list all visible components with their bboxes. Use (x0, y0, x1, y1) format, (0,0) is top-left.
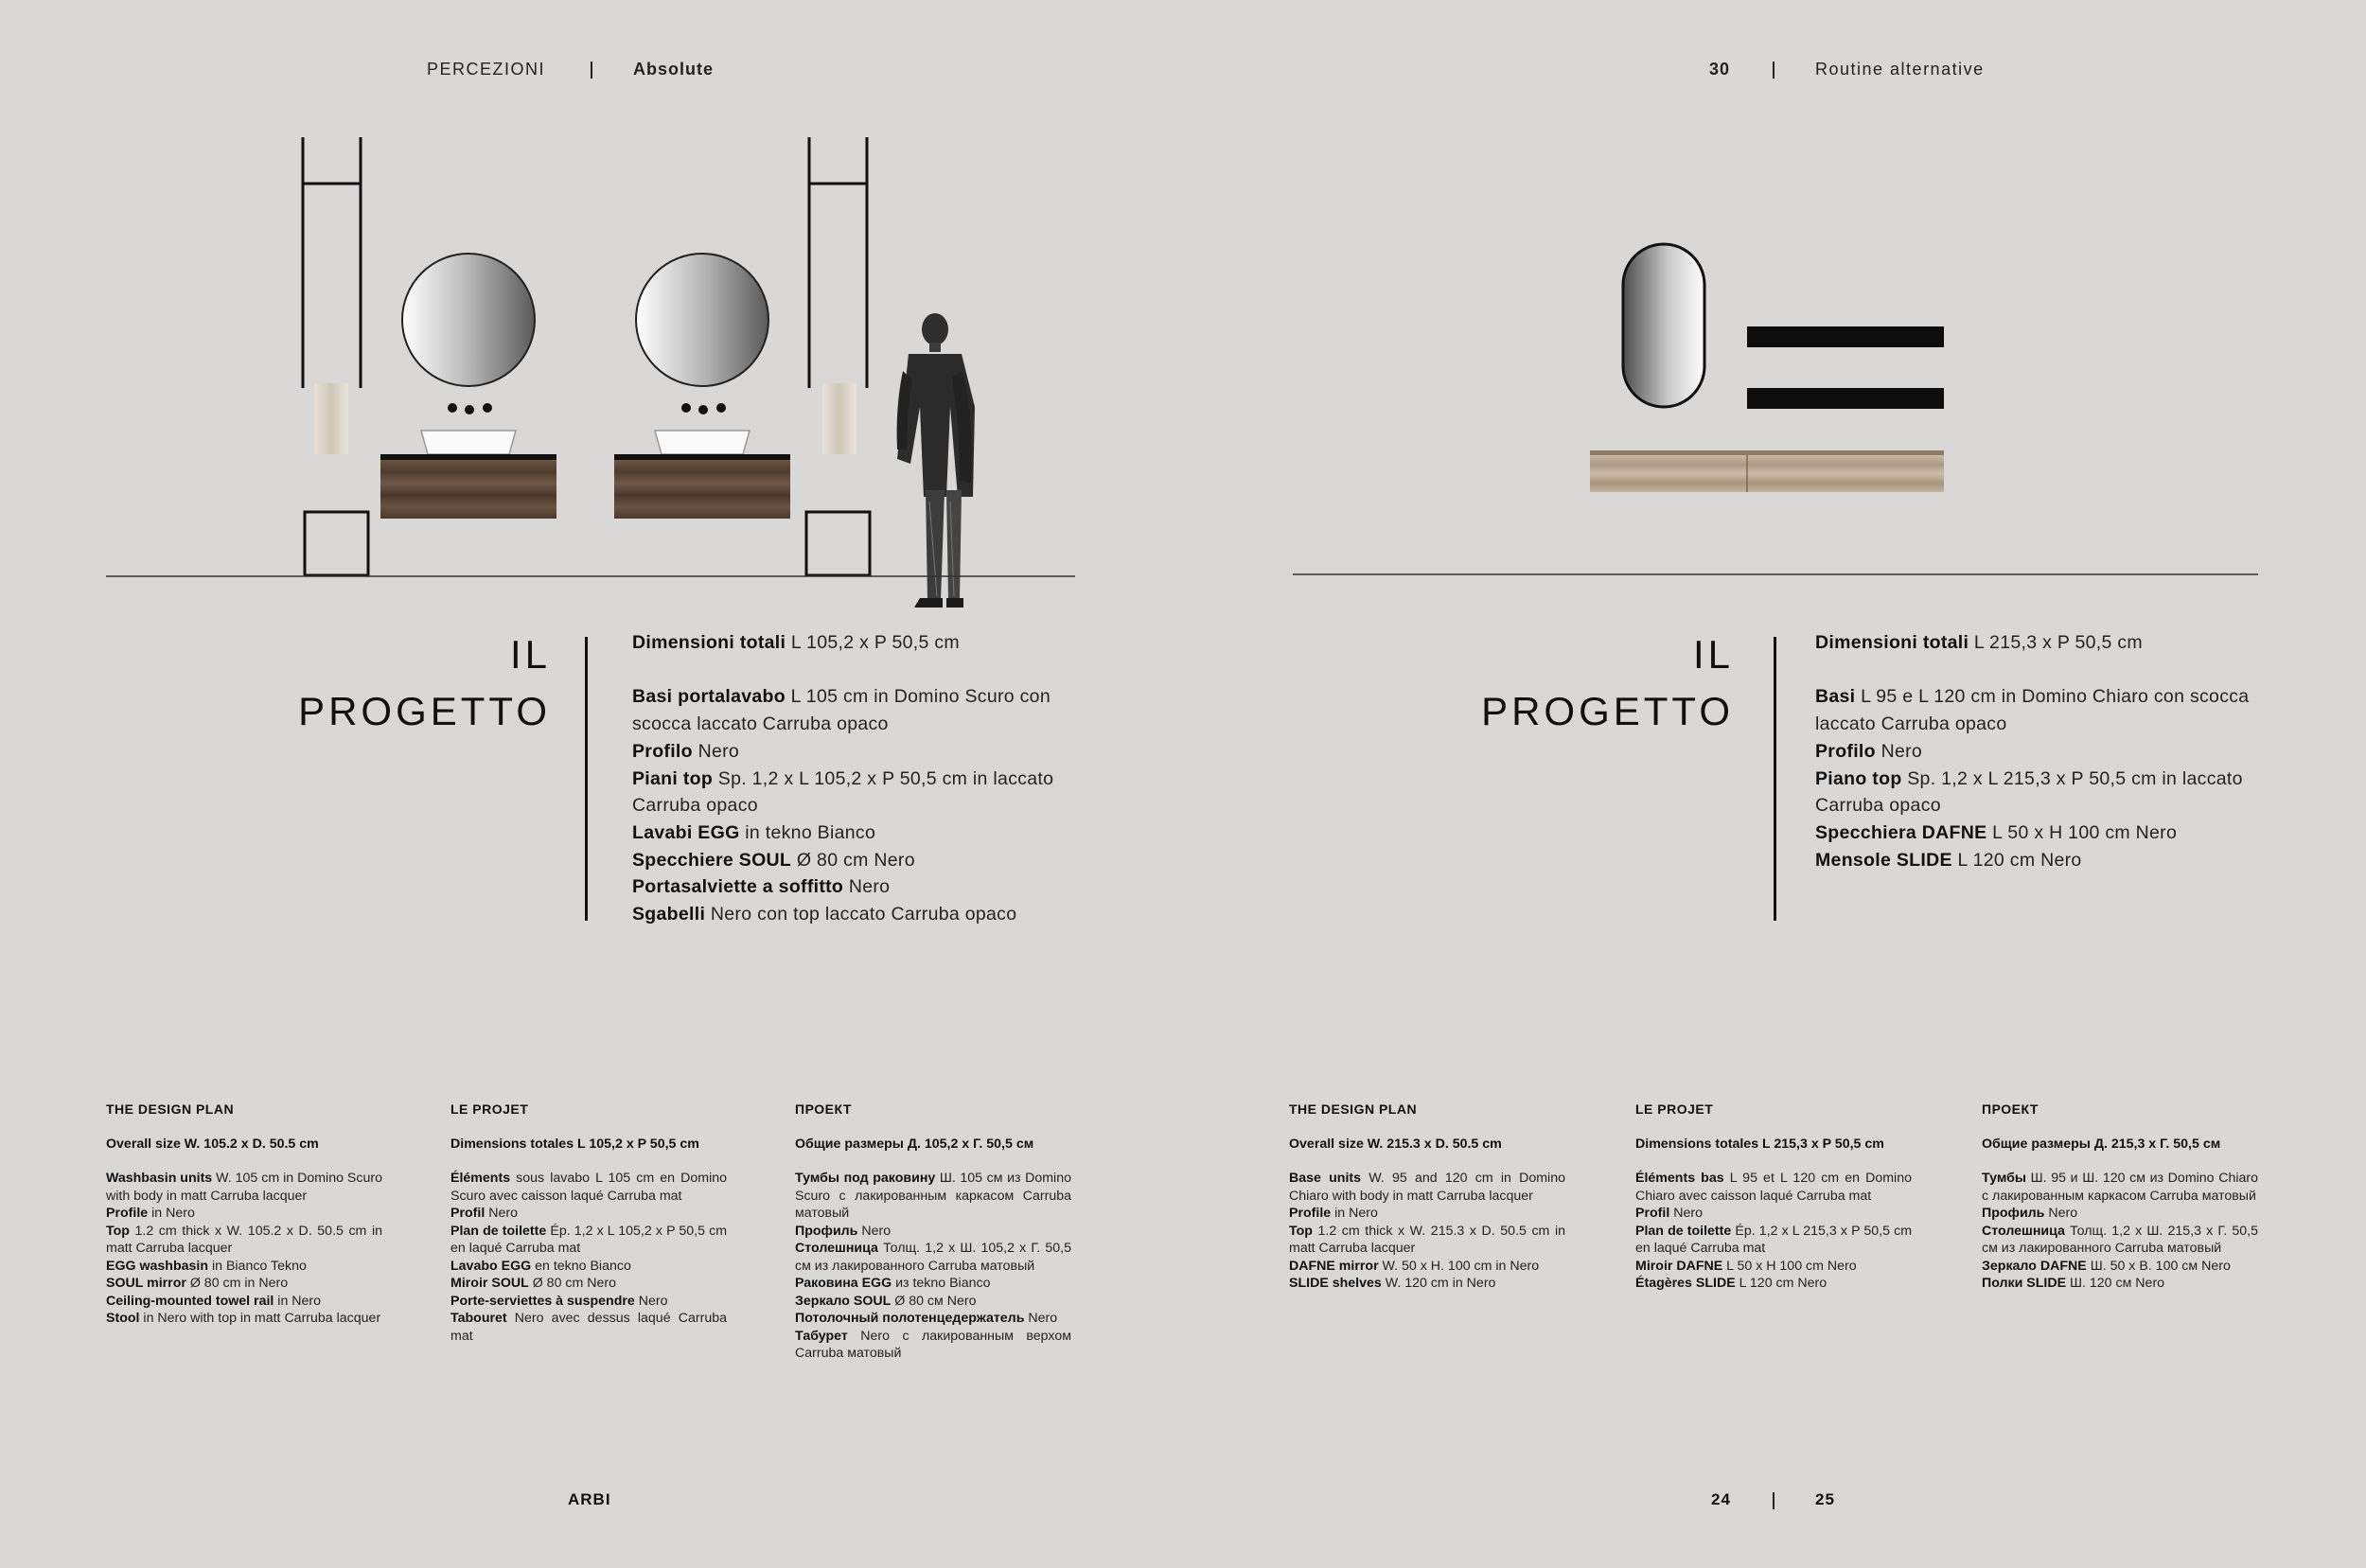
column-item: Base units W. 95 and 120 cm in Domino Chiaro with body in matt Carruba lacquer (1289, 1171, 1565, 1204)
column-item: Табурет Nero с лакированным верхом Carruba матовый (795, 1328, 1071, 1361)
towel-rail-left (303, 137, 361, 388)
column-item: Stool in Nero with top in matt Carruba lacquer (106, 1311, 381, 1326)
slide-shelf-bottom (1747, 388, 1944, 409)
spec-item: Piani top Sp. 1,2 x L 105,2 x P 50,5 cm in laccato Carruba opaco (632, 767, 1054, 817)
column-item: Miroir DAFNE L 50 x H 100 cm Nero (1635, 1258, 1857, 1274)
spec-item: Specchiere SOUL Ø 80 cm Nero (632, 849, 915, 871)
column-size: Overall size W. 215.3 x D. 50.5 cm (1289, 1136, 1502, 1152)
column-item: Top 1.2 cm thick x W. 105.2 x D. 50.5 cm in matt Carruba lacquer (106, 1223, 382, 1256)
vanity-unit-left (380, 454, 556, 519)
towel-right (822, 383, 856, 454)
spec-item: Specchiera DAFNE L 50 x H 100 cm Nero (1815, 821, 2178, 843)
spec-item: Lavabi EGG in tekno Bianco (632, 821, 876, 843)
right-bathroom-elevation-illustration (1183, 123, 2366, 615)
dafne-mirror (1623, 244, 1704, 407)
footer-brand: ARBI (568, 1490, 611, 1508)
column-item: Тумбы Ш. 95 и Ш. 120 см из Domino Chiaro с лакированным каркасом Carruba матовый (1982, 1171, 2258, 1204)
column-item: Раковина EGG из tekno Bianco (795, 1276, 991, 1291)
footer-page-number-left: 24 (1711, 1490, 1731, 1508)
left-project-title: IL PROGETTO (298, 632, 551, 733)
column-item: Столешница Толщ. 1,2 x Ш. 215,3 x Г. 50,5 см из лакированного Carruba матовый (1982, 1223, 2258, 1256)
right-column-french (1635, 1101, 1912, 1293)
column-item: SOUL mirror Ø 80 cm in Nero (106, 1276, 289, 1291)
column-item: Профиль Nero (1982, 1206, 2078, 1221)
column-title: ПРОЕКТ (1982, 1101, 2039, 1117)
human-figure (897, 313, 975, 608)
footer-page-number-right: 25 (1815, 1490, 1835, 1508)
column-item: Porte-serviettes à suspendre Nero (450, 1293, 668, 1309)
vanity-unit-right (614, 454, 790, 519)
towel-left (314, 383, 348, 454)
column-item: Top 1.2 cm thick x W. 215.3 x D. 50.5 cm in matt Carruba lacquer (1289, 1223, 1565, 1256)
right-column-english (1289, 1101, 1565, 1293)
column-item: Washbasin units W. 105 cm in Domino Scuro with body in matt Carruba lacquer (106, 1171, 382, 1204)
column-item: Полки SLIDE Ш. 120 см Nero (1982, 1276, 2165, 1291)
header-subtitle: Routine alternative (1815, 60, 1985, 79)
column-item: Étagères SLIDE L 120 cm Nero (1635, 1276, 1827, 1291)
column-item: Profile in Nero (106, 1206, 195, 1221)
column-item: DAFNE mirror W. 50 x H. 100 cm in Nero (1289, 1258, 1540, 1274)
left-project-divider (585, 637, 588, 921)
column-item: Éléments bas L 95 et L 120 cm en Domino Chiaro avec caisson laqué Carruba mat (1635, 1171, 1912, 1204)
right-spec-list (1815, 629, 2269, 873)
header-page-number: 30 (1709, 60, 1731, 79)
column-item: Tabouret Nero avec dessus laqué Carruba mat (450, 1311, 727, 1344)
spec-item: Portasalviette a soffitto Nero (632, 876, 891, 898)
tap-right (681, 403, 726, 414)
column-item: Profil Nero (1635, 1206, 1703, 1221)
header-divider-right (1773, 62, 1774, 79)
column-item: Lavabo EGG en tekno Bianco (450, 1258, 631, 1274)
column-item: SLIDE shelves W. 120 cm in Nero (1289, 1276, 1496, 1291)
right-column-russian (1982, 1101, 2258, 1293)
column-title: LE PROJET (450, 1101, 529, 1117)
header-divider-left (591, 62, 592, 79)
column-item: Столешница Толщ. 1,2 x Ш. 105,2 x Г. 50,5 см из лакированного Carruba матовый (795, 1241, 1071, 1274)
left-column-french (450, 1101, 727, 1345)
column-item: Тумбы под раковину Ш. 105 см из Domino Scuro с лакированным каркасом Carruba матовый (795, 1171, 1071, 1221)
spec-item: Dimensioni totali L 105,2 x P 50,5 cm (632, 632, 960, 653)
towel-rail-right (809, 137, 867, 388)
left-column-english (106, 1101, 382, 1328)
spec-item: Basi portalavabo L 105 cm in Domino Scuro con scocca laccato Carruba opaco (632, 686, 1051, 735)
column-size: Overall size W. 105.2 x D. 50.5 cm (106, 1136, 319, 1152)
column-title: LE PROJET (1635, 1101, 1714, 1117)
spec-item: Piano top Sp. 1,2 x L 215,3 x P 50,5 cm in laccato Carruba opaco (1815, 767, 2243, 817)
column-item: Miroir SOUL Ø 80 cm Nero (450, 1276, 617, 1291)
spec-item: Profilo Nero (1815, 740, 1923, 762)
stool-left (305, 512, 368, 575)
header-title: Absolute (633, 60, 715, 79)
column-size: Dimensions totales L 105,2 x P 50,5 cm (450, 1136, 699, 1152)
egg-washbasin-left (421, 431, 516, 454)
soul-mirror-right (636, 254, 768, 386)
column-item: Plan de toilette Ép. 1,2 x L 105,2 x P 50,5 cm en laqué Carruba mat (450, 1223, 728, 1256)
spec-item: Profilo Nero (632, 740, 740, 762)
spec-item: Mensole SLIDE L 120 cm Nero (1815, 849, 2082, 871)
column-item: EGG washbasin in Bianco Tekno (106, 1258, 307, 1274)
column-item: Зеркало SOUL Ø 80 см Nero (795, 1293, 977, 1309)
egg-washbasin-right (655, 431, 750, 454)
left-bathroom-elevation-illustration (0, 123, 1183, 615)
footer-divider (1773, 1492, 1774, 1509)
soul-mirror-left (402, 254, 535, 386)
right-project-title: IL PROGETTO (1481, 632, 1734, 733)
column-item: Ceiling-mounted towel rail in Nero (106, 1293, 322, 1309)
stool-right (806, 512, 870, 575)
header-section: PERCEZIONI (427, 60, 546, 79)
left-spec-list (632, 629, 1077, 928)
column-item: Зеркало DAFNE Ш. 50 x В. 100 см Nero (1982, 1258, 2231, 1274)
spec-item: Dimensioni totali L 215,3 x P 50,5 cm (1815, 632, 2143, 653)
right-project-divider (1774, 637, 1776, 921)
column-item: Profile in Nero (1289, 1206, 1378, 1221)
tap-left (448, 403, 492, 414)
column-title: THE DESIGN PLAN (106, 1101, 235, 1117)
column-item: Plan de toilette Ép. 1,2 x L 215,3 x P 50,5 cm en laqué Carruba mat (1635, 1223, 1913, 1256)
left-column-russian (795, 1101, 1071, 1363)
column-item: Profil Nero (450, 1206, 518, 1221)
spec-item: Basi L 95 e L 120 cm in Domino Chiaro con scocca laccato Carruba opaco (1815, 686, 2250, 735)
column-title: ПРОЕКТ (795, 1101, 852, 1117)
slide-shelf-top (1747, 326, 1944, 347)
spec-item: Sgabelli Nero con top laccato Carruba opaco (632, 904, 1017, 925)
column-item: Éléments sous lavabo L 105 cm en Domino Scuro avec caisson laqué Carruba mat (450, 1171, 727, 1204)
column-size: Общие размеры Д. 105,2 x Г. 50,5 см (795, 1136, 1034, 1152)
column-item: Потолочный полотенцедержатель Nero (795, 1311, 1058, 1326)
column-item: Профиль Nero (795, 1223, 892, 1239)
column-size: Общие размеры Д. 215,3 x Г. 50,5 см (1982, 1136, 2221, 1152)
column-title: THE DESIGN PLAN (1289, 1101, 1418, 1117)
column-size: Dimensions totales L 215,3 x P 50,5 cm (1635, 1136, 1884, 1152)
base-units (1590, 450, 1944, 492)
